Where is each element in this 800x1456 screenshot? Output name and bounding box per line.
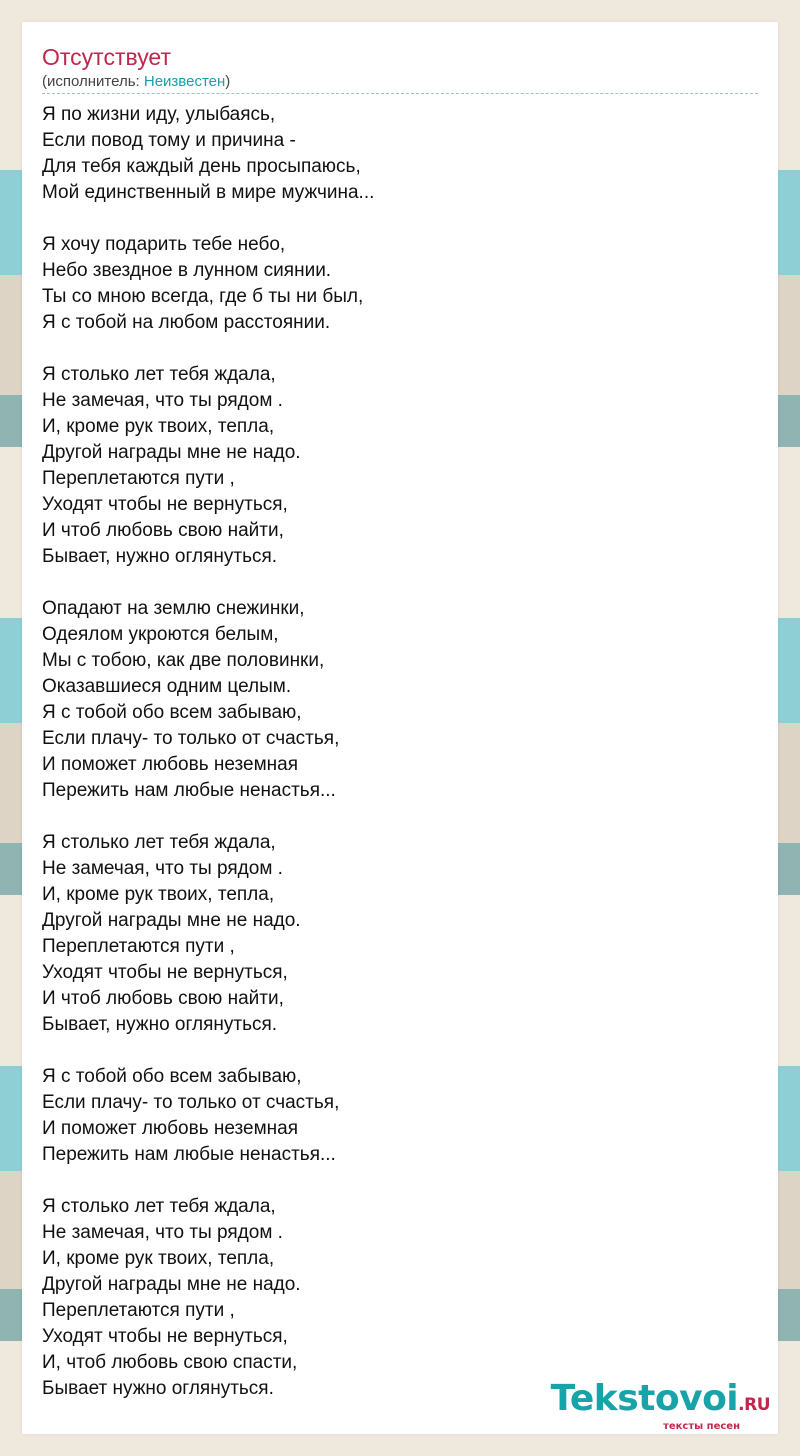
lyrics-line: Не замечая, что ты рядом . bbox=[42, 390, 283, 411]
lyrics-stanza bbox=[42, 830, 752, 1038]
lyrics-line: И поможет любовь неземная bbox=[42, 754, 299, 775]
lyrics-line: Для тебя каждый день просыпаюсь, bbox=[42, 156, 361, 177]
title-divider bbox=[42, 93, 758, 94]
lyrics-line: Пережить нам любые ненастья... bbox=[42, 1144, 336, 1165]
lyrics-line: Не замечая, что ты рядом . bbox=[42, 858, 283, 879]
lyrics-stanza bbox=[42, 596, 752, 804]
lyrics-line: Уходят чтобы не вернуться, bbox=[42, 1326, 288, 1347]
lyrics-stanza bbox=[42, 362, 752, 570]
lyrics-line: Бывает, нужно оглянуться. bbox=[42, 1014, 278, 1035]
lyrics-line: Не замечая, что ты рядом . bbox=[42, 1222, 283, 1243]
logo-tld: .RU bbox=[738, 1395, 770, 1415]
lyrics-line: Бывает, нужно оглянуться. bbox=[42, 546, 278, 567]
lyrics-line: И, чтоб любовь свою спасти, bbox=[42, 1352, 298, 1373]
artist-line bbox=[42, 73, 230, 91]
lyrics-line: Я по жизни иду, улыбаясь, bbox=[42, 104, 276, 125]
lyrics-line: И поможет любовь неземная bbox=[42, 1118, 299, 1139]
artist-link[interactable]: Неизвестен bbox=[143, 73, 226, 90]
lyrics-line: Я хочу подарить тебе небо, bbox=[42, 234, 286, 255]
lyrics-line: Мы с тобою, как две половинки, bbox=[42, 650, 325, 671]
lyrics-line: Переплетаются пути , bbox=[42, 1300, 235, 1321]
site-logo[interactable] bbox=[550, 1378, 770, 1432]
lyrics-line: Если плачу- то только от счастья, bbox=[42, 1092, 340, 1113]
lyrics-line: Уходят чтобы не вернуться, bbox=[42, 494, 288, 515]
lyrics-card bbox=[22, 22, 778, 1434]
lyrics-line: Другой награды мне не надо. bbox=[42, 442, 301, 463]
lyrics-line: Я столько лет тебя ждала, bbox=[42, 364, 276, 385]
logo-word: Tekstovoi bbox=[550, 1378, 739, 1419]
lyrics-line: Я с тобой на любом расстоянии. bbox=[42, 312, 331, 333]
lyrics-line: И чтоб любовь свою найти, bbox=[42, 520, 284, 541]
lyrics-line: Я с тобой обо всем забываю, bbox=[42, 1066, 302, 1087]
lyrics-line: Я с тобой обо всем забываю, bbox=[42, 702, 302, 723]
lyrics-line: Мой единственный в мире мужчина... bbox=[42, 182, 375, 203]
lyrics-text bbox=[42, 102, 752, 1428]
lyrics-line: Другой награды мне не надо. bbox=[42, 1274, 301, 1295]
lyrics-line: Другой награды мне не надо. bbox=[42, 910, 301, 931]
logo-wordmark bbox=[550, 1378, 770, 1423]
lyrics-line: Ты со мною всегда, где б ты ни был, bbox=[42, 286, 364, 307]
lyrics-line: Переплетаются пути , bbox=[42, 468, 235, 489]
lyrics-line: И, кроме рук твоих, тепла, bbox=[42, 416, 275, 437]
lyrics-line: Бывает нужно оглянуться. bbox=[42, 1378, 274, 1399]
lyrics-line: И чтоб любовь свою найти, bbox=[42, 988, 284, 1009]
lyrics-line: Опадают на землю снежинки, bbox=[42, 598, 305, 619]
lyrics-stanza bbox=[42, 1064, 752, 1168]
lyrics-line: Одеялом укроются белым, bbox=[42, 624, 279, 645]
lyrics-stanza bbox=[42, 1194, 752, 1402]
lyrics-line: Я столько лет тебя ждала, bbox=[42, 1196, 276, 1217]
lyrics-line: Переплетаются пути , bbox=[42, 936, 235, 957]
artist-suffix: ) bbox=[225, 73, 231, 90]
artist-prefix: (исполнитель: bbox=[42, 73, 144, 90]
lyrics-stanza bbox=[42, 232, 752, 336]
lyrics-line: Я столько лет тебя ждала, bbox=[42, 832, 276, 853]
lyrics-line: Уходят чтобы не вернуться, bbox=[42, 962, 288, 983]
logo-tagline: тексты песен bbox=[663, 1421, 740, 1432]
lyrics-line: Небо звездное в лунном сиянии. bbox=[42, 260, 332, 281]
lyrics-stanza bbox=[42, 102, 752, 206]
lyrics-line: Если повод тому и причина - bbox=[42, 130, 296, 151]
song-title: Отсутствует bbox=[42, 44, 171, 70]
lyrics-line: Если плачу- то только от счастья, bbox=[42, 728, 340, 749]
lyrics-line: И, кроме рук твоих, тепла, bbox=[42, 1248, 275, 1269]
lyrics-line: Пережить нам любые ненастья... bbox=[42, 780, 336, 801]
lyrics-line: Оказавшиеся одним целым. bbox=[42, 676, 292, 697]
lyrics-line: И, кроме рук твоих, тепла, bbox=[42, 884, 275, 905]
